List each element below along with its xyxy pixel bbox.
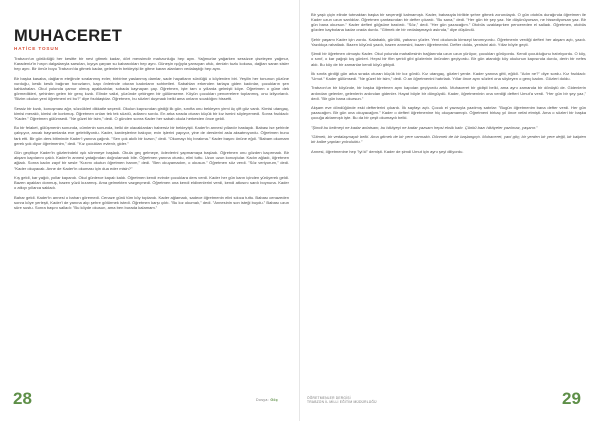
paragraph: Trabzon'un bir köyünde, bir başka öğretmen aynı kapıdan geçiyordu artık. Muhaceret bir gidişti belki, ama aynı zamanda bir dönüştü de. Gidenlerin ardından gelenler, gelenlerin ardından gidenler. Hayat böyle bir döngüydü. Kader, öğretmeninin ona verdiği defteri Umut'a verdi. "Her gün bir şey yaz," dedi. "Bir gün bana okursun." <box>311 85 586 101</box>
footer-prefix: Dosya: <box>256 398 269 402</box>
quote-paragraph: "Şimdi bu kelimeyi ne kadar anlatsam, bu hikâyeyi ne kadar yazsam hepsi eksik kalır. Çünkü bazı hikâyeler yazılmaz, yaşanır." <box>311 124 538 130</box>
story-author: HATİCE TOSUN <box>14 46 59 51</box>
right-body-text <box>311 12 586 158</box>
page-number-left: 28 <box>13 389 32 408</box>
magazine-name: ÖĞRETMENLER DERGİSİ <box>307 396 351 400</box>
page-number-right: 29 <box>562 389 581 408</box>
story-title: MUHACERET <box>14 27 123 45</box>
right-page <box>300 0 600 421</box>
paragraph: Bir başka kasaba, dağların eteğinde sıralanmış evler, birbirine yaslanmış damlar, sade hayatların sürdüğü o köylerden biri. Yeşilin her tonunun yüzüne vurduğu, kesik kesik bağıran horozların, kapı önlerinde oturan kadınların sohbetleri. Sabahları erkenden tarlaya giden kadınlar, çocukların şen kahkahaları. Okul yolunda çamur olmuş ayakkabılar, sobada kaynayan çay. Öğretmen, işte tam o yıllarda gelmişti köye. Öğretmen o güne dek görmedikleri, şehirden gelen bir genç kızdı. Elinde valizi, yüzünde çekingen bir gülümseme. Köyün çocukları pencerelere toplanmış, onu izliyorlardı. "Bizim okulun yeni öğretmeni mi bu?" diye fısıldaştılar. Öğretmen, bu sözleri duymadı belki ama onların sıcaklığını hissetti. <box>14 75 289 102</box>
paragraph: Bir yaşlı çiçin elinde tutmaktan başka bir seçeneği kalmamıştı. Kader, babasıyla birlikte şehre gitmek zorundaydı. O gün otobüs durağında öğretmen ile Kader uzun uzun sarıldılar. Öğretmen çantasından bir defter çıkardı. "Bu sana," dedi. "Her gün bir şey yaz. Ne düşünüyorsan, ne hissediyorsan yaz. Bir gün bana okursun." Kader defteri göğsüne bastırdı. "Söz," dedi. "Her gün yazacağım." Otobüs uzaklaşırken pencereden el salladı. Öğretmen, otobüs gözden kaybolana kadar orada durdu. "Gitmek de bir vedalaşmaydı aslında," diye düşündü. <box>311 12 586 33</box>
paragraph: Trabzon'un görüldüğü her kesitte bir nevi gitmek kadar, dört mevsimdir mahzunluğu hep aynı. Yağmurlar yağarken sessizce çiseleyen yağmur, Karadeniz'in hırçın dalgalarıyla sarsılan, kıyıya çarpan su kabarcıkları hep aynı. Güneşin ışığıyla yansıyan ufuk, denizin tuzlu kokusu, dağları saran sisler hep aynı. Bir ömür boyu Trabzon'da gitmek kadar, gelenlerin bekleyişi ile gitme kararı alanların vedalaştığı hep aynı. <box>14 56 289 72</box>
paragraph: Şehir yaşamı Kader için zordu. Kalabalık, gürültü, yabancı yüzler. Yeni okulunda kimseyi tanımıyordu. Öğretmenin verdiği defteri her akşam açtı, yazdı. Yazdıkça rahatladı. Bazen köyünü yazdı, bazen annesini, bazen öğretmenini. Defter doldu, yenisini aldı. Yıllar böyle geçti. <box>311 36 586 47</box>
publisher-name: TRABZON İL MİLLİ EĞİTİM MÜDÜRLÜĞÜ <box>307 400 377 404</box>
quote-paragraph: "Gitmek, bir vedalaşmaydı belki. Ama gitmek de bir yere varmaktı. Dönmek de bir başlangıçtı. Muhaceret, yani göç; bir yerden bir yere değil, bir kalpten bir kalbe yapılan yolculuktu." <box>311 134 586 145</box>
magazine-footer <box>307 396 377 404</box>
left-body-text <box>14 56 289 214</box>
section-footer <box>256 398 278 402</box>
paragraph: Gün geçtikçe Kader'in gözlerindeki ışık sönmeye başladı. Okula geç gelmeye, ödevlerini yapmamaya başladı. Öğretmen onu gözden kaçırmadı. Bir akşam kapılarını çaldı. Kader'in annesi yatağından doğrulamadı bile. Öğretmen yanına oturdu, elini tuttu. Uzun uzun konuştular. Kadın ağladı, öğretmen ağladı. Sonra kadın zayıf bir sesle "Kızımı okutun öğretmen hanım," dedi. "Ben okuyamadım, o okusun." Öğretmen söz verdi. "Söz veriyorum," dedi. "Kader okuyacak. Anne de Kader'in okuması için dua eder misin?" <box>14 150 289 171</box>
paragraph: Şimdi bir öğretmen olmuştu Kader. Okul yolunda mahallesinin bağlarında uzun uzun yürüyor, çocukları görüyordu. Kendi çocukluğunu hatırlıyordu. O köy, o sınıf, o kar yağışlı kış günleri. Hepsi bir film şeridi gibi gözlerinin önünden geçiyordu. Bir gün atandığı köy okulunun kapısında durdu, derin bir nefes aldı. Bu köy de bir zamanlar kendi köyü gibiydi. <box>311 51 586 67</box>
paragraph: Bahar geldi. Kader'in annesi o baharı göremedi. Cenaze günü tüm köy toplandı. Kader ağlamadı, sadece öğretmenin elini sıkıca tuttu. Babası cenazeden sonra köye yerleşti, Kader'i de yanına alıp şehre götürmek istedi. Öğretmen karşı çıktı. "Bu kız okumalı," dedi. "Annesinin son isteği buydu." Babası uzun süre sustu. Sonra başını salladı: "Bu köyde okusun, ama ben burada kalamam." <box>14 194 289 210</box>
paragraph: Bu bir felaket, gülüşmenin sonunda, cümlenin sonunda, belki de olacaklardan habersiz bir bekleyişti. Kader'in annesi yıllardır hastaydı. Babası ise şehirde çalışıyor, ancak bayramlarda eve gelebiliyordu. Kader, kardeşlerine bakıyor, evin işlerini yapıyor, yine de derslerini asla aksatmıyordu. Öğretmen bunu fark etti. Bir gün ders bitiminde Kader'i yanına çağırdı. "Sen çok akıllı bir kızsın," dedi. "Okumayı hiç bırakma." Kader başını önüne eğdi. "Babam okumam gerek yok diyor öğretmenim," dedi. "Kız çocukları evlenir, gider." <box>14 125 289 146</box>
paragraph: Annesi, öğretmenine hep "iyi ki" demişti. Kader de şimdi Umut için aynı şeyi diliyordu. <box>311 148 464 154</box>
paragraph: İlk sınıfa girdiği gün arka sırada oturan küçük bir kız gördü. Kız utangaç, gözleri yerde. Kader yanına gitti, eğildi. "Adın ne?" diye sordu. Kız fısıldadı: "Umut." Kader gülümsedi. "Ne güzel bir isim," dedi. O an öğretmenini hatırladı. Yıllar önce aynı sözleri ona söyleyen o genç kadını. Gözleri doldu. <box>311 70 586 82</box>
paragraph: Akşam eve döndüğünde eski defterlerini çıkardı. İlk sayfayı açtı. Çocuk el yazısıyla yazılmış satırlar: "Bugün öğretmenim bana defter verdi. Her gün yazacağım. Bir gün ona okuyacağım." Kader o defteri öğretmenine hiç okuyamamıştı. Öğretmeni birkaç yıl önce vefat etmişti. Ama o sözleri bir başka çocuğa aktarmıştı işte. Bu da bir çeşit okumaydı belki. <box>311 105 586 121</box>
paragraph: Kış geldi, kar yağdı, yollar kapandı. Okul günlerce kapalı kaldı. Öğretmen kendi evinde çocuklara ders verdi. Kader her gün karın içinden yürüyerek geldi. Bazen ayakları donmuş, bazen yüzü kızarmış. Ama gelmekten vazgeçmedi. Öğretmen ona kendi eldivenlerini verdi, kendi atkısını sardı boynuna. Kader o atkıyı yıllarca sakladı. <box>14 174 289 191</box>
paragraph: Sessiz bir kızdı, konuşması ağır, sözcükleri dikkatle seçerdi. Okulun kapısından girdiği ilk gün, sınıfta onu bekleyen yirmi üç çift göz vardı. Kimisi utangaç, kimisi meraklı, kimisi de korkmuş. Öğretmen onları tek tek süzdü, adlarını sordu. En arka sırada oturan küçük bir kız ismini söyleyemedi. Sonra fısıldadı: "Kader." Öğretmen gülümsedi. "Ne güzel bir isim," dedi. O günden sonra Kader her sabah okula herkesten önce geldi. <box>14 105 289 121</box>
footer-topic: Göç <box>270 398 279 402</box>
